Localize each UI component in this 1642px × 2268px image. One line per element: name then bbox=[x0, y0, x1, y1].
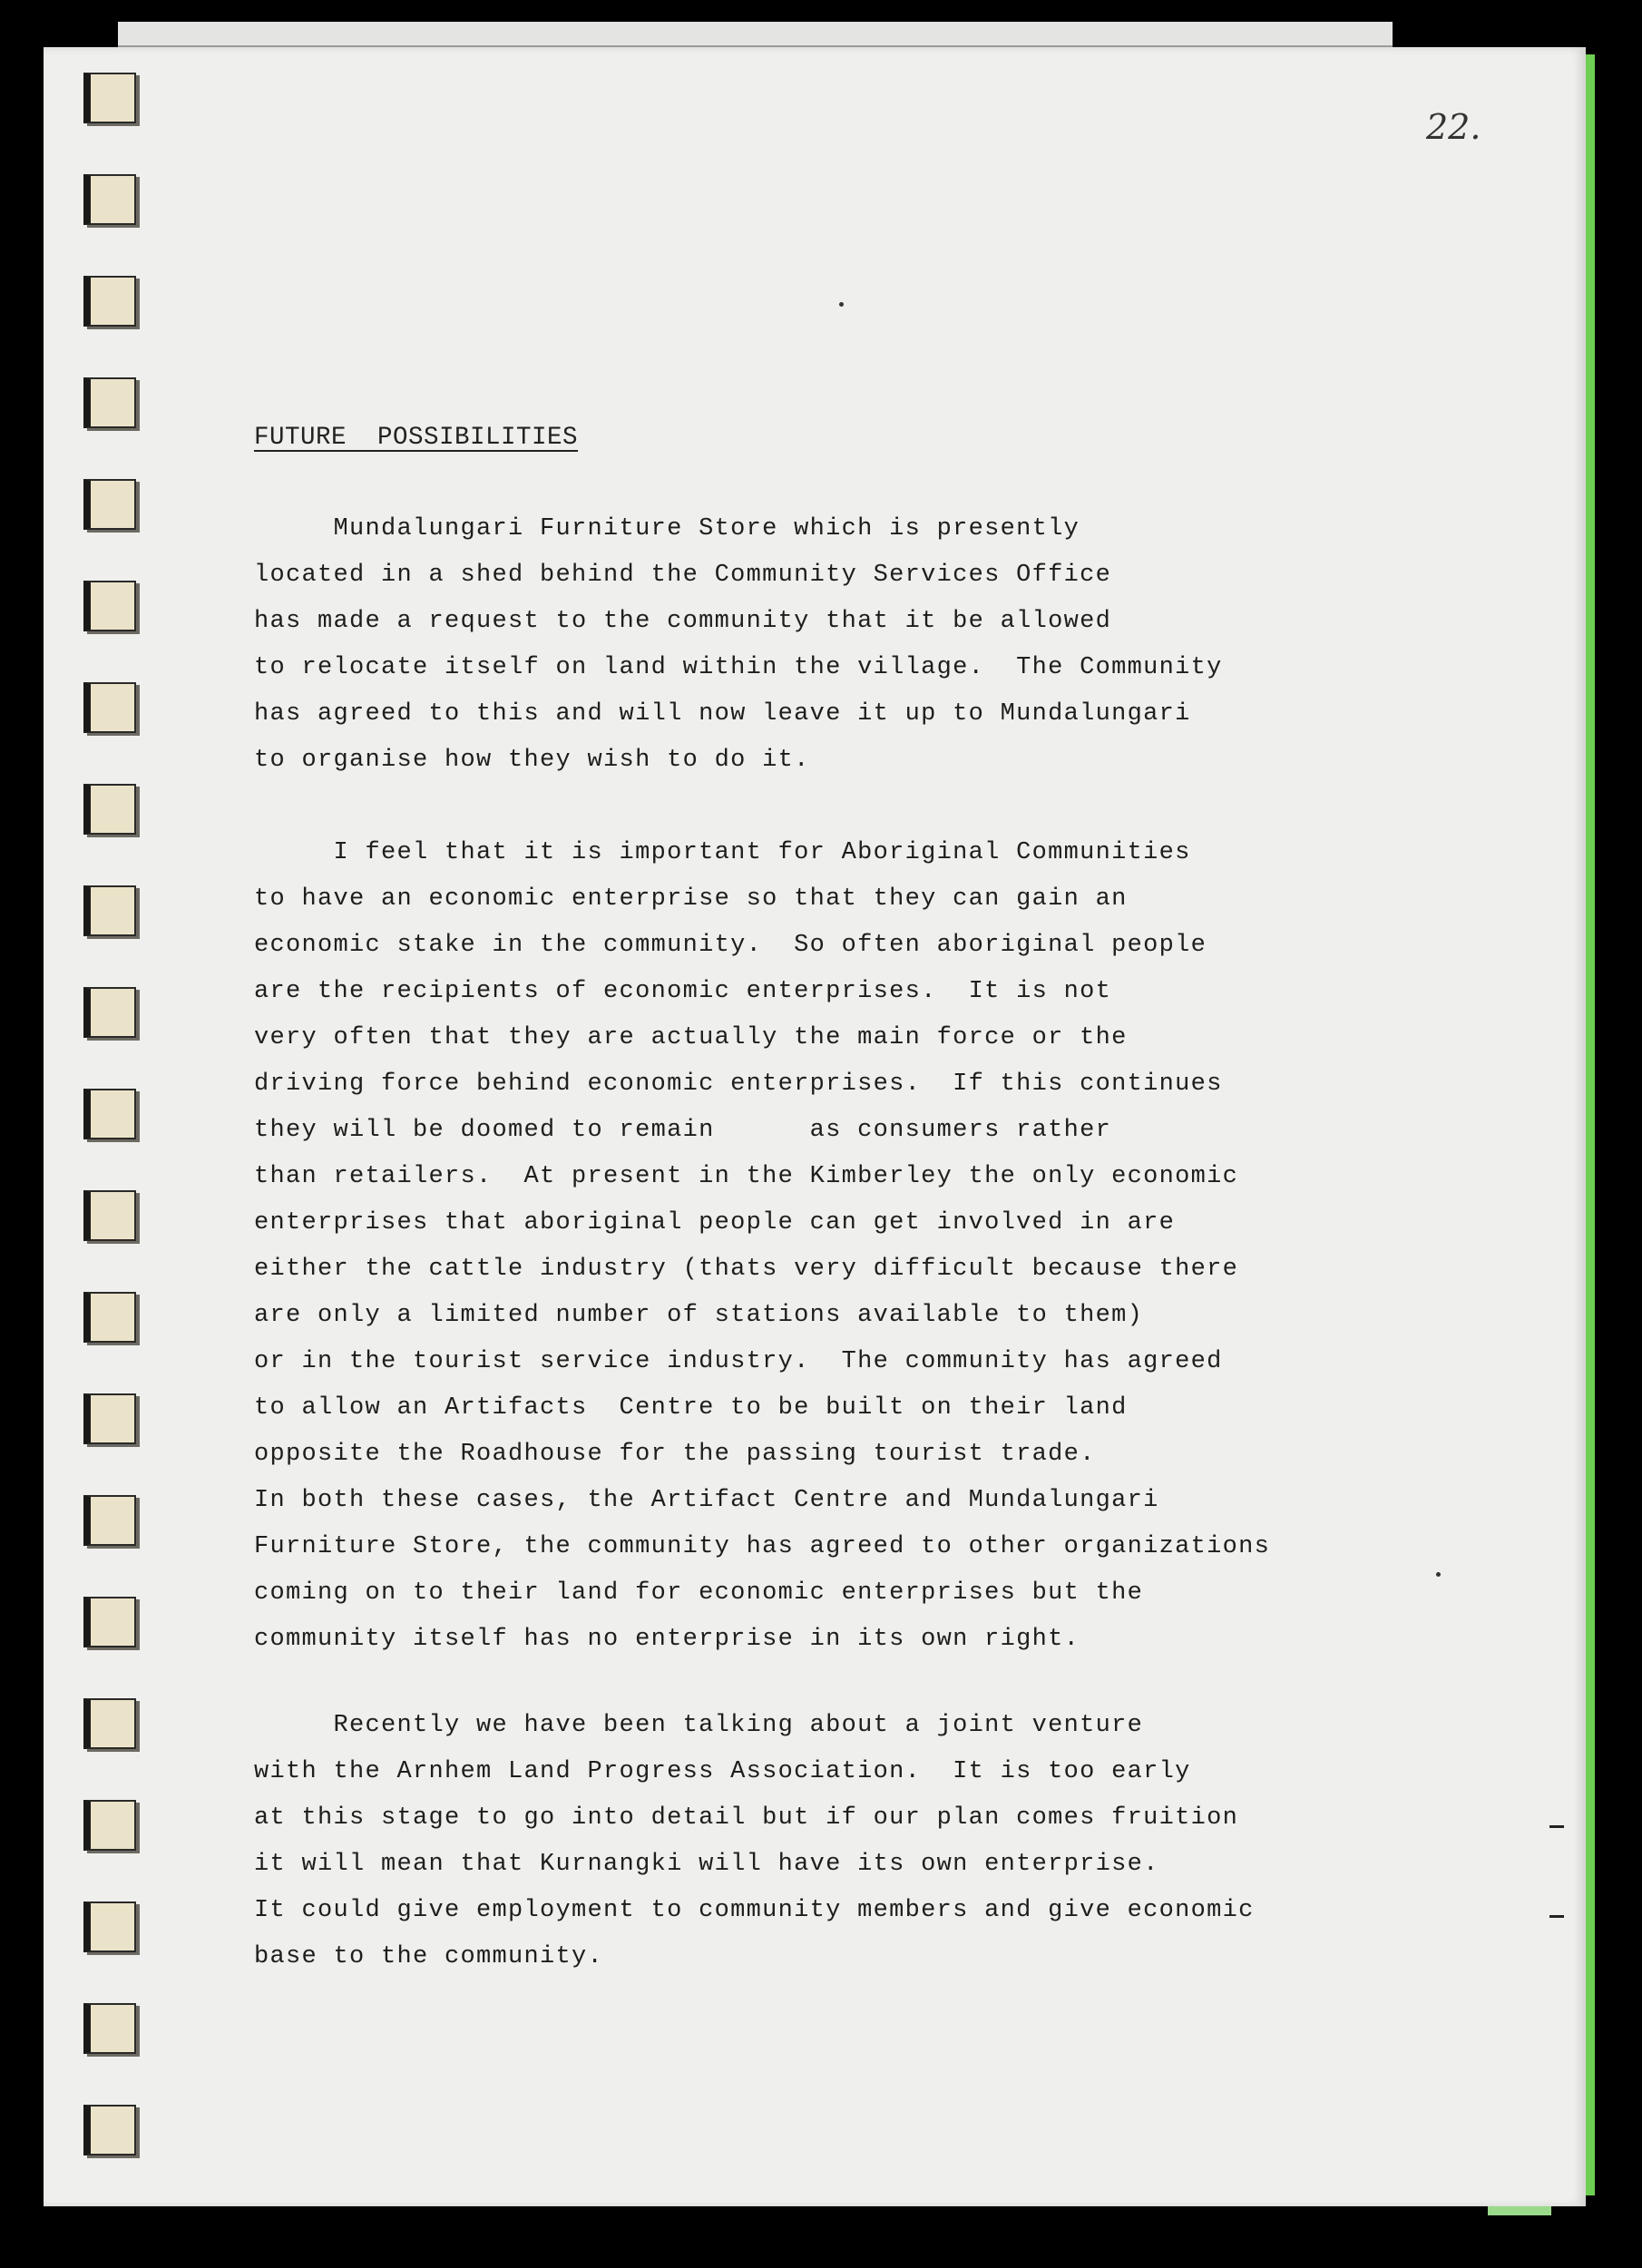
text-line: are the recipients of economic enterprises. It is not bbox=[254, 978, 1112, 1005]
binding-ring bbox=[83, 1292, 136, 1343]
text-line: has agreed to this and will now leave it up to Mundalungari bbox=[254, 700, 1191, 728]
text-line: very often that they are actually the main force or the bbox=[254, 1024, 1128, 1051]
text-line: or in the tourist service industry. The community has agreed bbox=[254, 1348, 1223, 1375]
text-line: either the cattle industry (thats very difficult because there bbox=[254, 1256, 1239, 1283]
text-line: to organise how they wish to do it. bbox=[254, 747, 810, 774]
text-line: It could give employment to community members and give economic bbox=[254, 1897, 1255, 1924]
binding-ring bbox=[83, 174, 136, 225]
margin-mark bbox=[1549, 1915, 1564, 1918]
text-line: to have an economic enterprise so that they can gain an bbox=[254, 885, 1128, 913]
binding-ring bbox=[83, 73, 136, 123]
binding-ring bbox=[83, 1800, 136, 1851]
binding-ring bbox=[83, 1089, 136, 1139]
margin-mark bbox=[1549, 1825, 1564, 1828]
binding-ring bbox=[83, 2003, 136, 2054]
text-line: located in a shed behind the Community Services Office bbox=[254, 562, 1112, 589]
spiral-binding bbox=[53, 45, 143, 2204]
text-line: economic stake in the community. So often aboriginal people bbox=[254, 932, 1207, 959]
text-line: Recently we have been talking about a joint venture bbox=[254, 1712, 1144, 1739]
binding-ring bbox=[83, 276, 136, 327]
underlying-page-edge bbox=[118, 22, 1393, 47]
binding-ring bbox=[83, 784, 136, 835]
binding-ring bbox=[83, 1597, 136, 1647]
binding-ring bbox=[83, 2105, 136, 2156]
paragraph-economic-enterprise bbox=[254, 830, 1270, 1663]
text-line: at this stage to go into detail but if our plan comes fruition bbox=[254, 1804, 1239, 1832]
text-line: coming on to their land for economic enterprises but the bbox=[254, 1579, 1144, 1607]
text-line: has made a request to the community that it be allowed bbox=[254, 608, 1112, 635]
section-heading: FUTURE POSSIBILITIES bbox=[254, 424, 579, 452]
binding-ring bbox=[83, 1393, 136, 1444]
binding-ring bbox=[83, 1495, 136, 1546]
text-line: Furniture Store, the community has agreed to other organizations bbox=[254, 1533, 1271, 1560]
text-line: community itself has no enterprise in its own right. bbox=[254, 1626, 1080, 1653]
binding-ring bbox=[83, 682, 136, 733]
paragraph-relocation bbox=[254, 506, 1223, 784]
ink-speck bbox=[839, 302, 844, 307]
binding-ring bbox=[83, 479, 136, 530]
binding-ring bbox=[83, 1190, 136, 1241]
text-line: to allow an Artifacts Centre to be built on their land bbox=[254, 1394, 1128, 1422]
text-line: base to the community. bbox=[254, 1943, 604, 1970]
text-line: opposite the Roadhouse for the passing tourist trade. bbox=[254, 1441, 1096, 1468]
text-line: than retailers. At present in the Kimberley the only economic bbox=[254, 1163, 1239, 1190]
paragraph-joint-venture bbox=[254, 1703, 1255, 1980]
binding-ring bbox=[83, 377, 136, 428]
binding-ring bbox=[83, 1698, 136, 1749]
text-line: In both these cases, the Artifact Centre and Mundalungari bbox=[254, 1487, 1159, 1514]
text-line: driving force behind economic enterprises. If this continues bbox=[254, 1070, 1223, 1098]
ink-speck bbox=[1436, 1572, 1441, 1577]
binding-ring bbox=[83, 581, 136, 631]
binding-ring bbox=[83, 1901, 136, 1952]
text-line: it will mean that Kurnangki will have its own enterprise. bbox=[254, 1851, 1159, 1878]
page-number: 22. bbox=[1426, 107, 1481, 147]
binding-ring bbox=[83, 885, 136, 936]
text-line: enterprises that aboriginal people can get involved in are bbox=[254, 1209, 1176, 1237]
text-line: Mundalungari Furniture Store which is presently bbox=[254, 515, 1080, 543]
text-line: they will be doomed to remain as consumers rather bbox=[254, 1117, 1112, 1144]
text-line: I feel that it is important for Aboriginal Communities bbox=[254, 839, 1191, 866]
text-line: to relocate itself on land within the village. The Community bbox=[254, 654, 1223, 681]
text-line: are only a limited number of stations available to them) bbox=[254, 1302, 1144, 1329]
text-line: with the Arnhem Land Progress Association. It is too early bbox=[254, 1758, 1191, 1785]
binding-ring bbox=[83, 987, 136, 1038]
